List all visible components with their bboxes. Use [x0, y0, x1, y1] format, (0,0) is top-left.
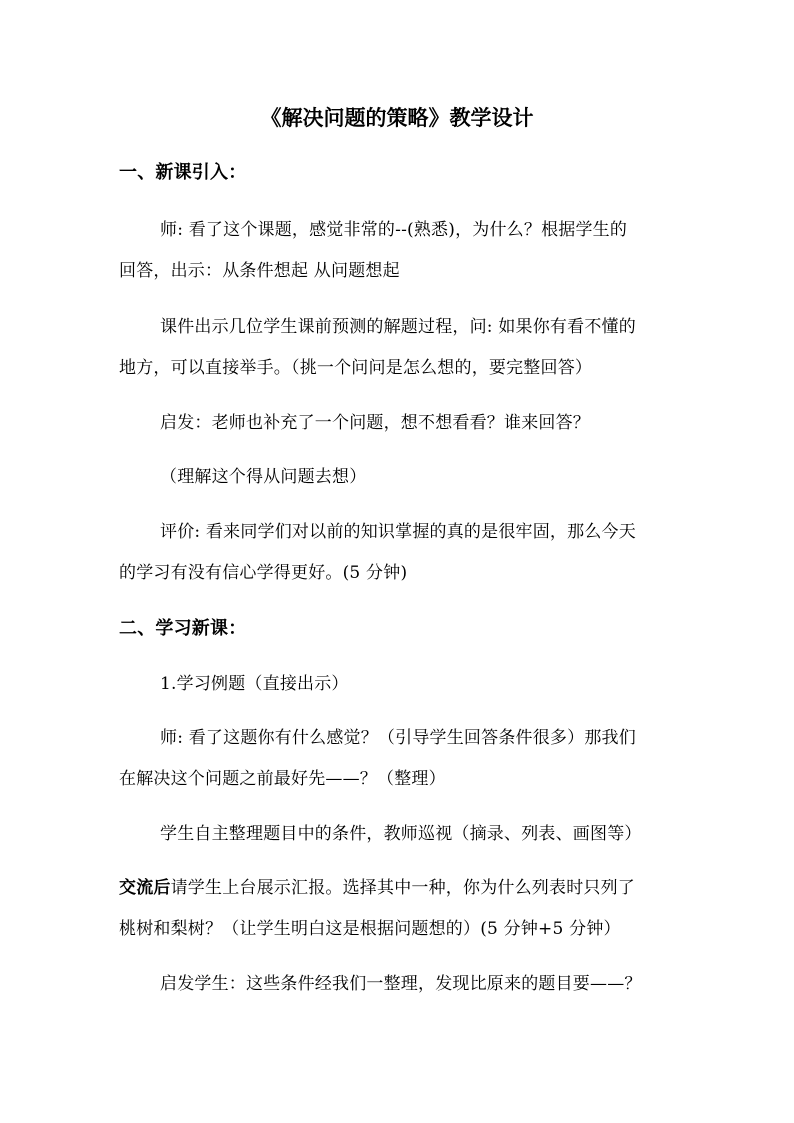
paragraph-line: 师: 看了这题你有什么感觉？（引导学生回答条件很多）那我们 [160, 728, 636, 748]
paragraph-line: （理解这个得从问题去想） [160, 467, 367, 487]
paragraph-line: 课件出示几位学生课前预测的解题过程，问: 如果你有看不懂的 [160, 317, 636, 337]
paragraph-line: 回答，出示：从条件想起 从问题想起 [119, 261, 400, 281]
paragraph-line: 师: 看了这个课题，感觉非常的--(熟悉)，为什么？根据学生的 [160, 220, 628, 240]
paragraph-line [119, 877, 635, 899]
paragraph-line: 的学习有没有信心学得更好。(5 分钟) [119, 563, 408, 583]
paragraph-line: 地方，可以直接举手。（挑一个问问是怎么想的，要完整回答） [119, 358, 593, 378]
document-title: 《解决问题的策略》教学设计 [260, 105, 534, 130]
paragraph-line: 1.学习例题（直接出示） [160, 674, 349, 694]
text-run: 请学生上台展示汇报。选择其中一种，你为什么列表时只列了 [170, 878, 636, 898]
paragraph-line: 启发学生：这些条件经我们一整理，发现比原来的题目要——？ [160, 974, 642, 994]
bold-run: 交流后 [119, 878, 171, 898]
section-heading-new-lesson: 二、学习新课： [119, 618, 247, 639]
paragraph-line: 启发：老师也补充了一个问题，想不想看看？谁来回答？ [160, 413, 590, 433]
paragraph-line: 桃树和梨树？（让学生明白这是根据问题想的）(5 分钟+5 分钟） [119, 919, 621, 939]
section-heading-intro: 一、新课引入： [119, 162, 247, 183]
paragraph-line: 学生自主整理题目中的条件，教师巡视（摘录、列表、画图等） [160, 824, 642, 844]
paragraph-line: 评价: 看来同学们对以前的知识掌握的真的是很牢固，那么今天 [160, 522, 636, 542]
paragraph-line: 在解决这个问题之前最好先——？（整理） [119, 769, 446, 789]
